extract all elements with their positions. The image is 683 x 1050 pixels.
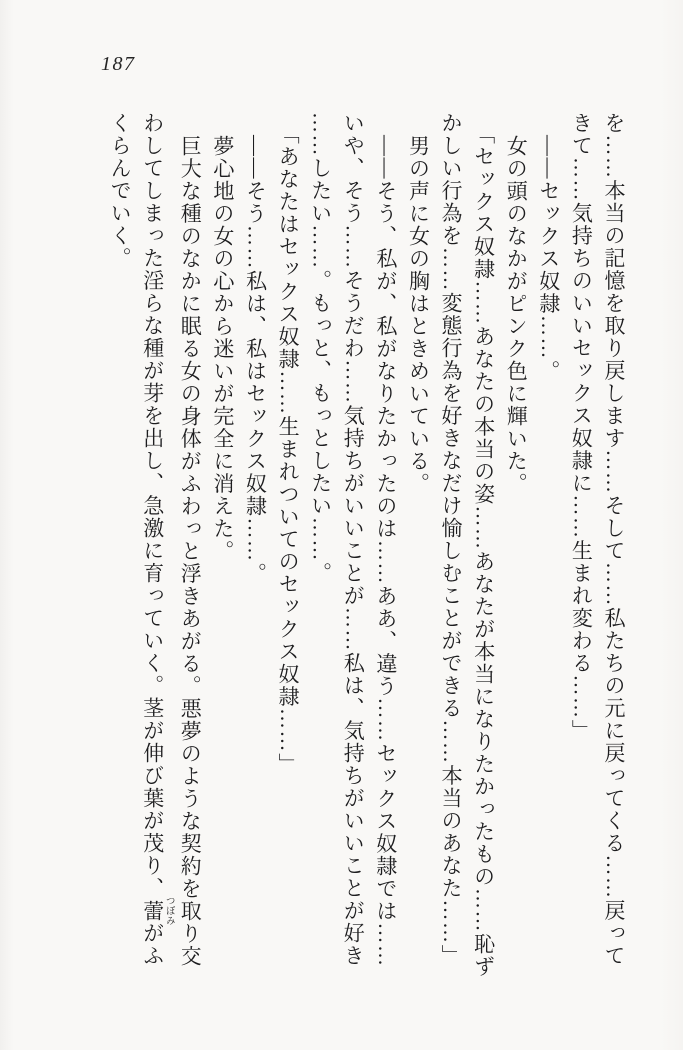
- vertical-text-block: [108, 112, 630, 984]
- ruby-furigana: つぼみ: [163, 895, 174, 926]
- ruby-annotation: [140, 895, 174, 926]
- text-line: [136, 112, 174, 984]
- text-line: いや、そう……そうだわ……気持ちがいいことが……私は、気持ちがいいことが好き: [341, 112, 366, 967]
- text-line: ——そう……私は、私はセックス奴隷……。: [243, 134, 268, 585]
- text-line: きて……気持ちのいいセックス奴隷に……生まれ変わる……」: [569, 112, 594, 742]
- text-line: を……本当の記憶を取り戻します……そして……私たちの元に戻ってくる……戻って: [602, 112, 626, 967]
- text-line: 「あなたはセックス奴隷……生まれついてのセックス奴隷……」: [276, 123, 301, 776]
- text-segment: がふ: [140, 922, 165, 967]
- text-line: ——セックス奴隷……。: [536, 134, 561, 382]
- text-line: かしい行為を……変態行為を好きなだけ愉しむことができる……本当のあなた……」: [439, 112, 464, 967]
- text-line: 「セックス奴隷……あなたの本当の姿……あなたが本当になりたかったもの……恥ず: [471, 123, 496, 978]
- page-number: 187: [101, 53, 136, 75]
- text-line: 巨大な種のなかに眠る女の身体がふわっと浮きあがる。悪夢のような契約を取り交: [178, 134, 203, 967]
- text-line: 男の声に女の胸はときめいている。: [406, 134, 431, 495]
- text-line: ——そう、私が、私がなりたかったのは……ああ、違う……セックス奴隷では……: [373, 134, 398, 967]
- text-line: くらんでいく。: [108, 112, 133, 270]
- text-line: 夢心地の女の心から迷いが完全に消えた。: [210, 134, 235, 562]
- text-line: 女の頭のなかがピンク色に輝いた。: [504, 134, 529, 495]
- text-segment: わしてしまった淫らな種が芽を出し、急激に育っていく。茎が伸び葉が茂り、: [140, 112, 165, 900]
- text-line: ……したい……。もっと、もっとしたい……。: [308, 112, 333, 585]
- ruby-base: 蕾: [140, 895, 165, 926]
